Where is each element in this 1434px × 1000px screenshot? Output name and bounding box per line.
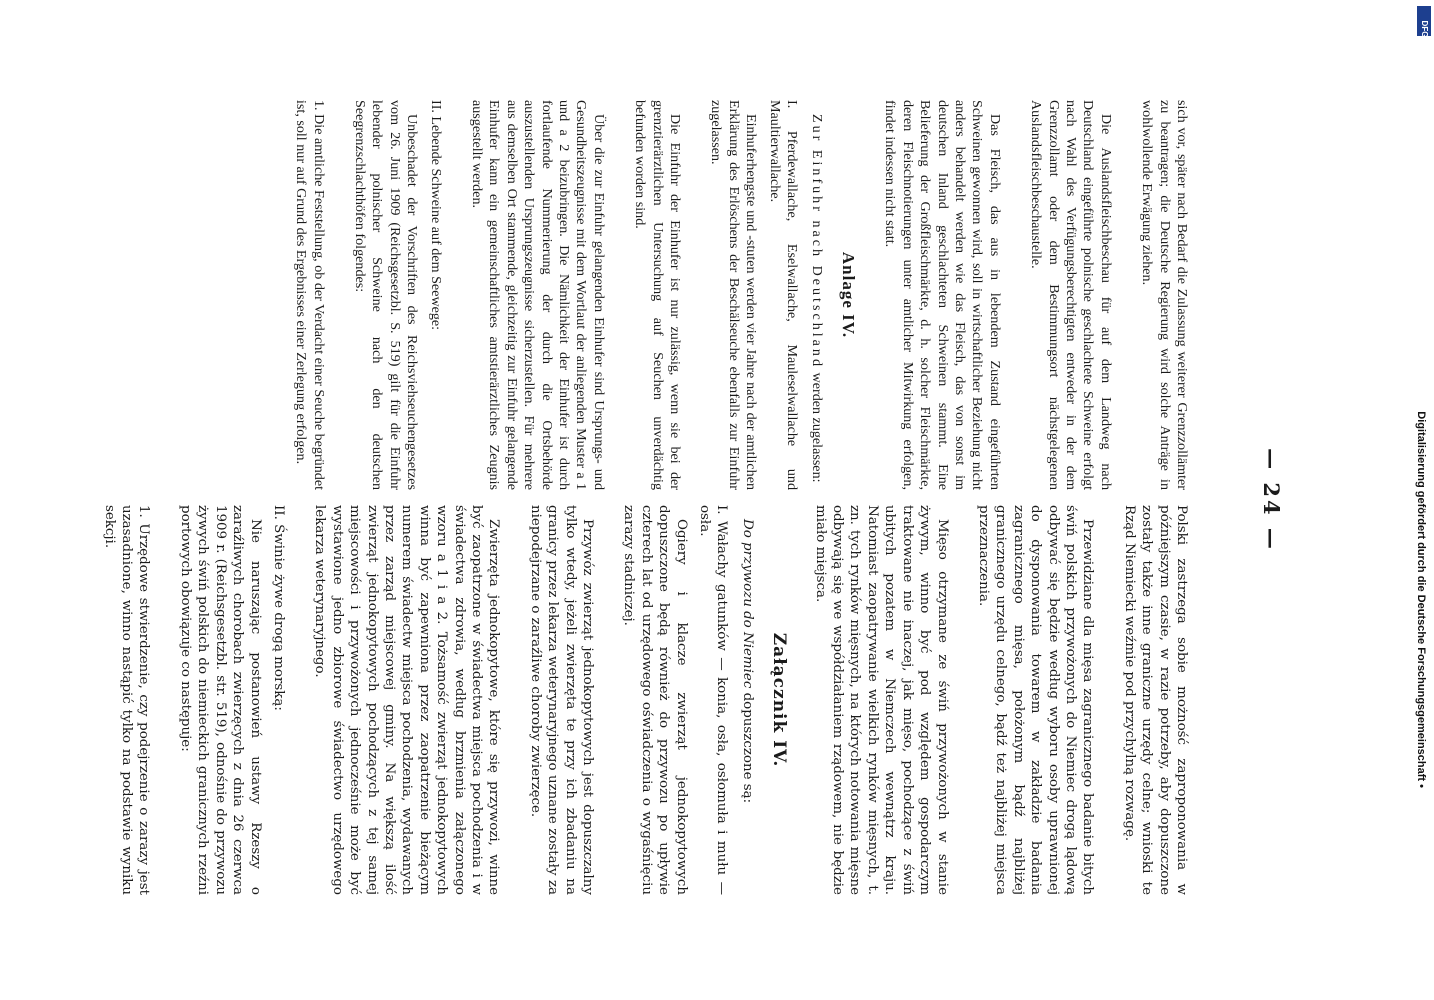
polish-annex-heading: Załącznik IV. [769,632,790,768]
polish-intro-italic: Do przywozu do Niemiec [739,519,755,689]
german-section-2-paragraph-1: Unbeschadet der Vorschriften des Reichsviehseuchengesetzes vom 26. Juni 1909 (Reichsgesetzbl. S. 519) gilt für die Einfuhr lebender polnischer Schweine nach den deutschen Seegrenzschlachthöfen folgendes: [351,100,421,490]
polish-paragraph-2: Przewidziane dla mięsa zagranicznego badanie bitych świń polskich przywożonych do Niemiec drogą lądową odbywać się będzie według wyboru osoby uprawnionej do dysponowania towarem w zakładzie badania zagranicznego mięsa, położonym bądź najbliżej granicznego urzędu celnego, bądź też najbliżej miejsca przeznaczenia. [975,505,1096,895]
polish-paragraph-3: Mięso otrzymane ze świń przywożonych w stanie żywym, winno być pod względem gospodarczym traktowane nie inaczej, jak mięso, pochodzące z świń ubitych pozatem w Niemczech wewnątrz kraju. Natomiast zaopatrywanie wielkich rynków mięsnych, t. zn. tych rynków mięsnych, na których notowania mięsne odbywają się we współdziałaniem rządowem, nie będzie miało miejsca. [812,505,950,895]
german-section-1-paragraph-3: Über die zur Einfuhr gelangenden Einhufer sind Ursprungs- und Gesundheitszeugnisse mit dem Wortlaut der anliegenden Muster a 1 und a 2 beizubringen. Die Nämlichkeit der Einhufer ist durch fortlaufende Nummerierung der durch die Ortsbehörde auszustellenden Ursprungszeugnisse sicherzustellen. Für mehrere aus demselben Ort stammende, gleichzeitig zur Einfuhr gelangende Einhufer kann ein gemeinschaftliches amtstierärztliches Zeugnis ausgestellt werden. [469,100,607,490]
digitization-sidebar [1410,8,1432,788]
dfg-logo-text: DFG [1420,20,1429,38]
polish-intro-rest: dopuszczone są: [739,692,755,804]
polish-intro [738,505,755,895]
german-section-1-heading: I. Pferdewallache, Eselwallache, Mauleselwallache und Maultierwallache. [766,100,801,490]
german-intro-spaced: Zur Einfuhr nach Deutschland [809,114,826,370]
polish-section-2-heading: II. Świnie żywe drogą morską: [270,505,286,711]
polish-column [76,505,1190,895]
document-page [101,0,1290,1000]
polish-section-1-paragraph-2: Przywóz zwierząt jednokopytowych jest dopuszczalny tylko wtedy, jeżeli zwierzęta te przy ich zbadaniu na granicy przez lekarza weterynaryjnego uznane zostały za niepodejrzane o zaraźliwe choroby zwierzęce. [527,505,596,895]
page-number: — 24 — [1259,448,1284,552]
german-column [268,100,1190,490]
digitization-note: Digitalisierung gefördert durch die Deutsche Forschungsgemeinschaft • [1415,411,1427,788]
german-section-1-paragraph-1: Einhuferhengste und -stuten werden vier Jahre nach der amtlichen Erklärung des Erlöschens der Beschälseuche ebenfalls zur Einfuhr zugelassen. [708,100,760,490]
german-paragraph-1: sich vor, später nach Bedarf die Zulassung weiterer Grenzzollämter zu beantragen; die Deutsche Regierung wird solche Anträge in wohlwollende Erwägung ziehen. [1139,100,1190,490]
german-section-2-item-1: 1. Die amtliche Feststellung, ob der Verdacht einer Seuche begründet ist, soll nur auf Grund des Ergebnisses einer Zerlegung erfolgen. [293,100,327,490]
polish-section-1-heading: I. Wałachy gatunków — konia, osła, osłomuła i mułu — osła. [697,505,730,895]
polish-section-1-paragraph-3: Zwierzęta jednokopytowe, które się przywozi, winne być zaopatrzone w świadectwa miejsca pochodzenia i w świadectwa zdrowia, według brzmienia załączonego wzoru a 1 i a 2. Tożsamość zwierząt jednokopytowych winna być zapewniona przez zaopatrzenie bieżącym numerem świadectw miejsca pochodzenia, wydawanych przez zarząd miejscowej gminy. Na większą ilość zwierząt jednokopytowych pochodzących z tej samej miejscowości i przywożonych jednocześnie może być wystawione jedno zbiorowe świadectwo urzędowego lekarza weterynaryjnego. [312,505,502,895]
german-annex-heading: Anlage IV. [838,251,858,339]
polish-section-2-item-1: 1. Urzędowe stwierdzenie, czy podejrzenie o zarazy jest uzasadnione, winno nastąpić tylko na podstawie wyniku sekcji. [101,505,152,895]
german-section-1-paragraph-2: Die Einfuhr der Einhufer ist nur zulässig, wenn sie bei der grenztierärztlichen Untersuchung auf Seuchen unverdächtig befunden worden sind. [632,100,684,490]
polish-paragraph-1: Polski zastrzega sobie możność zaproponowania w późniejszym czasie, w razie potrzeby, aby dopuszczone zostały także inne graniczne urzędy celne; wnioski te Rząd Niemiecki weźmie pod przychylną rozwagę. [1121,505,1189,895]
polish-section-2-paragraph-1: Nie naruszając postanowień ustawy Rzeszy o zaraźliwych chorobach zwierzęcych z dnia 26 czerwca 1909 r. (Reichsgesetzbl. str. 519), odnośnie do przywozu żywych świń polskich do niemieckich granicznych rzeźni portowych obowiązuje co następuje: [177,505,263,895]
german-section-2-heading: II. Lebende Schweine auf dem Seewege: [427,100,444,331]
polish-section-1-paragraph-1: Ogiery i klacze zwierząt jednokopytowych dopuszczone będą również do przywozu po upływie czterech lat od urzędowego oświadczenia o wygaśnięciu zarazy stadniczej. [621,505,689,895]
german-paragraph-2: Die Auslandsfleischbeschau für auf dem Landweg nach Deutschland eingeführte polnische geschlachtete Schweine erfolgt nach Wahl des Verfügungsberechtigten entweder in der dem Grenzzollamt oder dem Bestimmungsort nächstgelegenen Auslandsfleischbeschaustelle. [1028,100,1114,490]
german-paragraph-3: Das Fleisch, das aus in lebendem Zustand eingeführten Schweinen gewonnen wird, soll in wirtschaftlicher Beziehung nicht anders behandelt werden wie das Fleisch, das von sonst im deutschen Inland geschlachteten Schweinen stammt. Eine Belieferung der Großfleischmärkte, d. h. solcher Fleischmärkte, deren Fleischnotierungen unter amtlicher Mitwirkung erfolgen, findet indessen nicht statt. [882,100,1003,490]
german-intro-rest: werden zugelassen: [809,372,826,483]
german-intro [808,100,825,490]
